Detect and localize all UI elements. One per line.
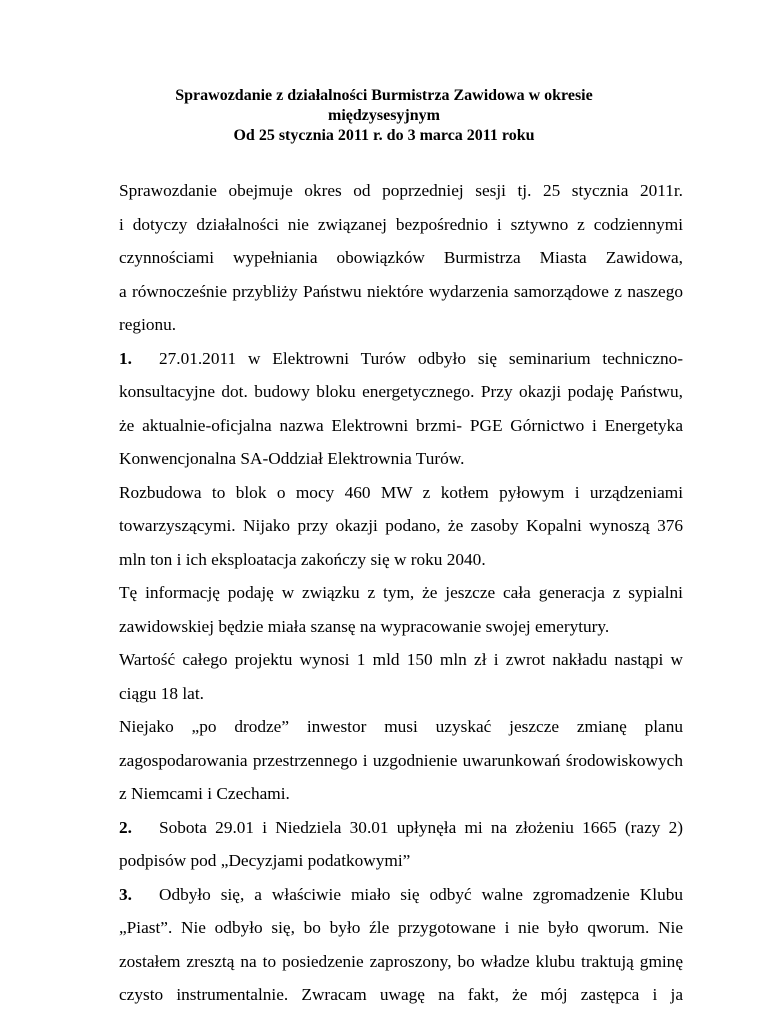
document-title [100,86,668,146]
item-2-line: podpisów pod „Decyzjami podatkowymi” [119,851,411,870]
item-1-line: konsultacyjne dot. budowy bloku energetycznego. Przy okazji podaję Państwu, [119,382,683,401]
item-1-para2-line: towarzyszącymi. Nijako przy okazji podano, że zasoby Kopalni wynoszą 376 [119,516,683,535]
item-1-para5-line: Niejako „po drodze” inwestor musi uzyskać jeszcze zmianę planu [119,717,683,736]
title-line-2: międzysesyjnym [328,107,440,124]
item-1-para4-line: ciągu 18 lat. [119,683,204,703]
item-1-first-line [119,342,683,376]
item-3-text: Odbyło się, a właściwie miało się odbyć walne zgromadzenie Klubu [158,884,683,904]
item-1-line: że aktualnie-oficjalna nazwa Elektrowni brzmi- PGE Górnictwo i Energetyka [119,415,683,435]
item-1-para2-line: mln ton i ich eksploatacja zakończy się w roku 2040. [119,549,486,569]
intro-line: regionu. [119,315,177,334]
title-line-1: Sprawozdanie z działalności Burmistrza Zawidowa w okresie [175,87,593,104]
intro-line: czynnościami wypełniania obowiązków Burmistrza Miasta Zawidowa, [119,248,683,267]
document-body [119,174,683,1012]
item-1-para5-line: zagospodarowania przestrzennego i uzgodnienie uwarunkowań środowiskowych [119,750,683,770]
item-1-number: 1. [119,348,132,368]
item-2-number: 2. [119,817,132,837]
item-1-para2-line: Rozbudowa to blok o mocy 460 MW z kotłem pyłowym i urządzeniami [119,482,683,502]
item-1-para3-line: Tę informację podaję w związku z tym, że jeszcze cała generacja z sypialni [119,583,683,602]
item-1-para5-line: z Niemcami i Czechami. [119,784,290,803]
item-3-line: „Piast”. Nie odbyło się, bo było źle przygotowane i nie było qworum. Nie [119,918,683,937]
intro-line: Sprawozdanie obejmuje okres od poprzedniej sesji tj. 25 stycznia 2011r. [119,181,683,200]
item-3-number: 3. [119,884,132,904]
item-1-para4-line: Wartość całego projektu wynosi 1 mld 150 mln zł i zwrot nakładu nastąpi w [119,650,683,669]
item-3-line: czysto instrumentalnie. Zwracam uwagę na fakt, że mój zastępca i ja [119,985,683,1004]
item-3-first-line [119,878,683,912]
intro-line: i dotyczy działalności nie związanej bezpośrednio i sztywno z codziennymi [119,214,683,234]
item-2-first-line [119,811,683,845]
title-line-3: Od 25 stycznia 2011 r. do 3 marca 2011 roku [233,127,535,144]
item-2-text: Sobota 29.01 i Niedziela 30.01 upłynęła mi na złożeniu 1665 (razy 2) [158,817,683,837]
item-1-para3-line: zawidowskiej będzie miała szansę na wypracowanie swojej emerytury. [119,616,610,636]
item-1-text: 27.01.2011 w Elektrowni Turów odbyło się seminarium techniczno- [158,348,683,368]
item-1-line: Konwencjonalna SA-Oddział Elektrownia Turów. [119,449,465,468]
item-3-line: zostałem zresztą na to posiedzenie zaproszony, bo władze klubu traktują gminę [119,951,683,971]
intro-line: a równocześnie przybliży Państwu niektóre wydarzenia samorządowe z naszego [119,281,683,301]
